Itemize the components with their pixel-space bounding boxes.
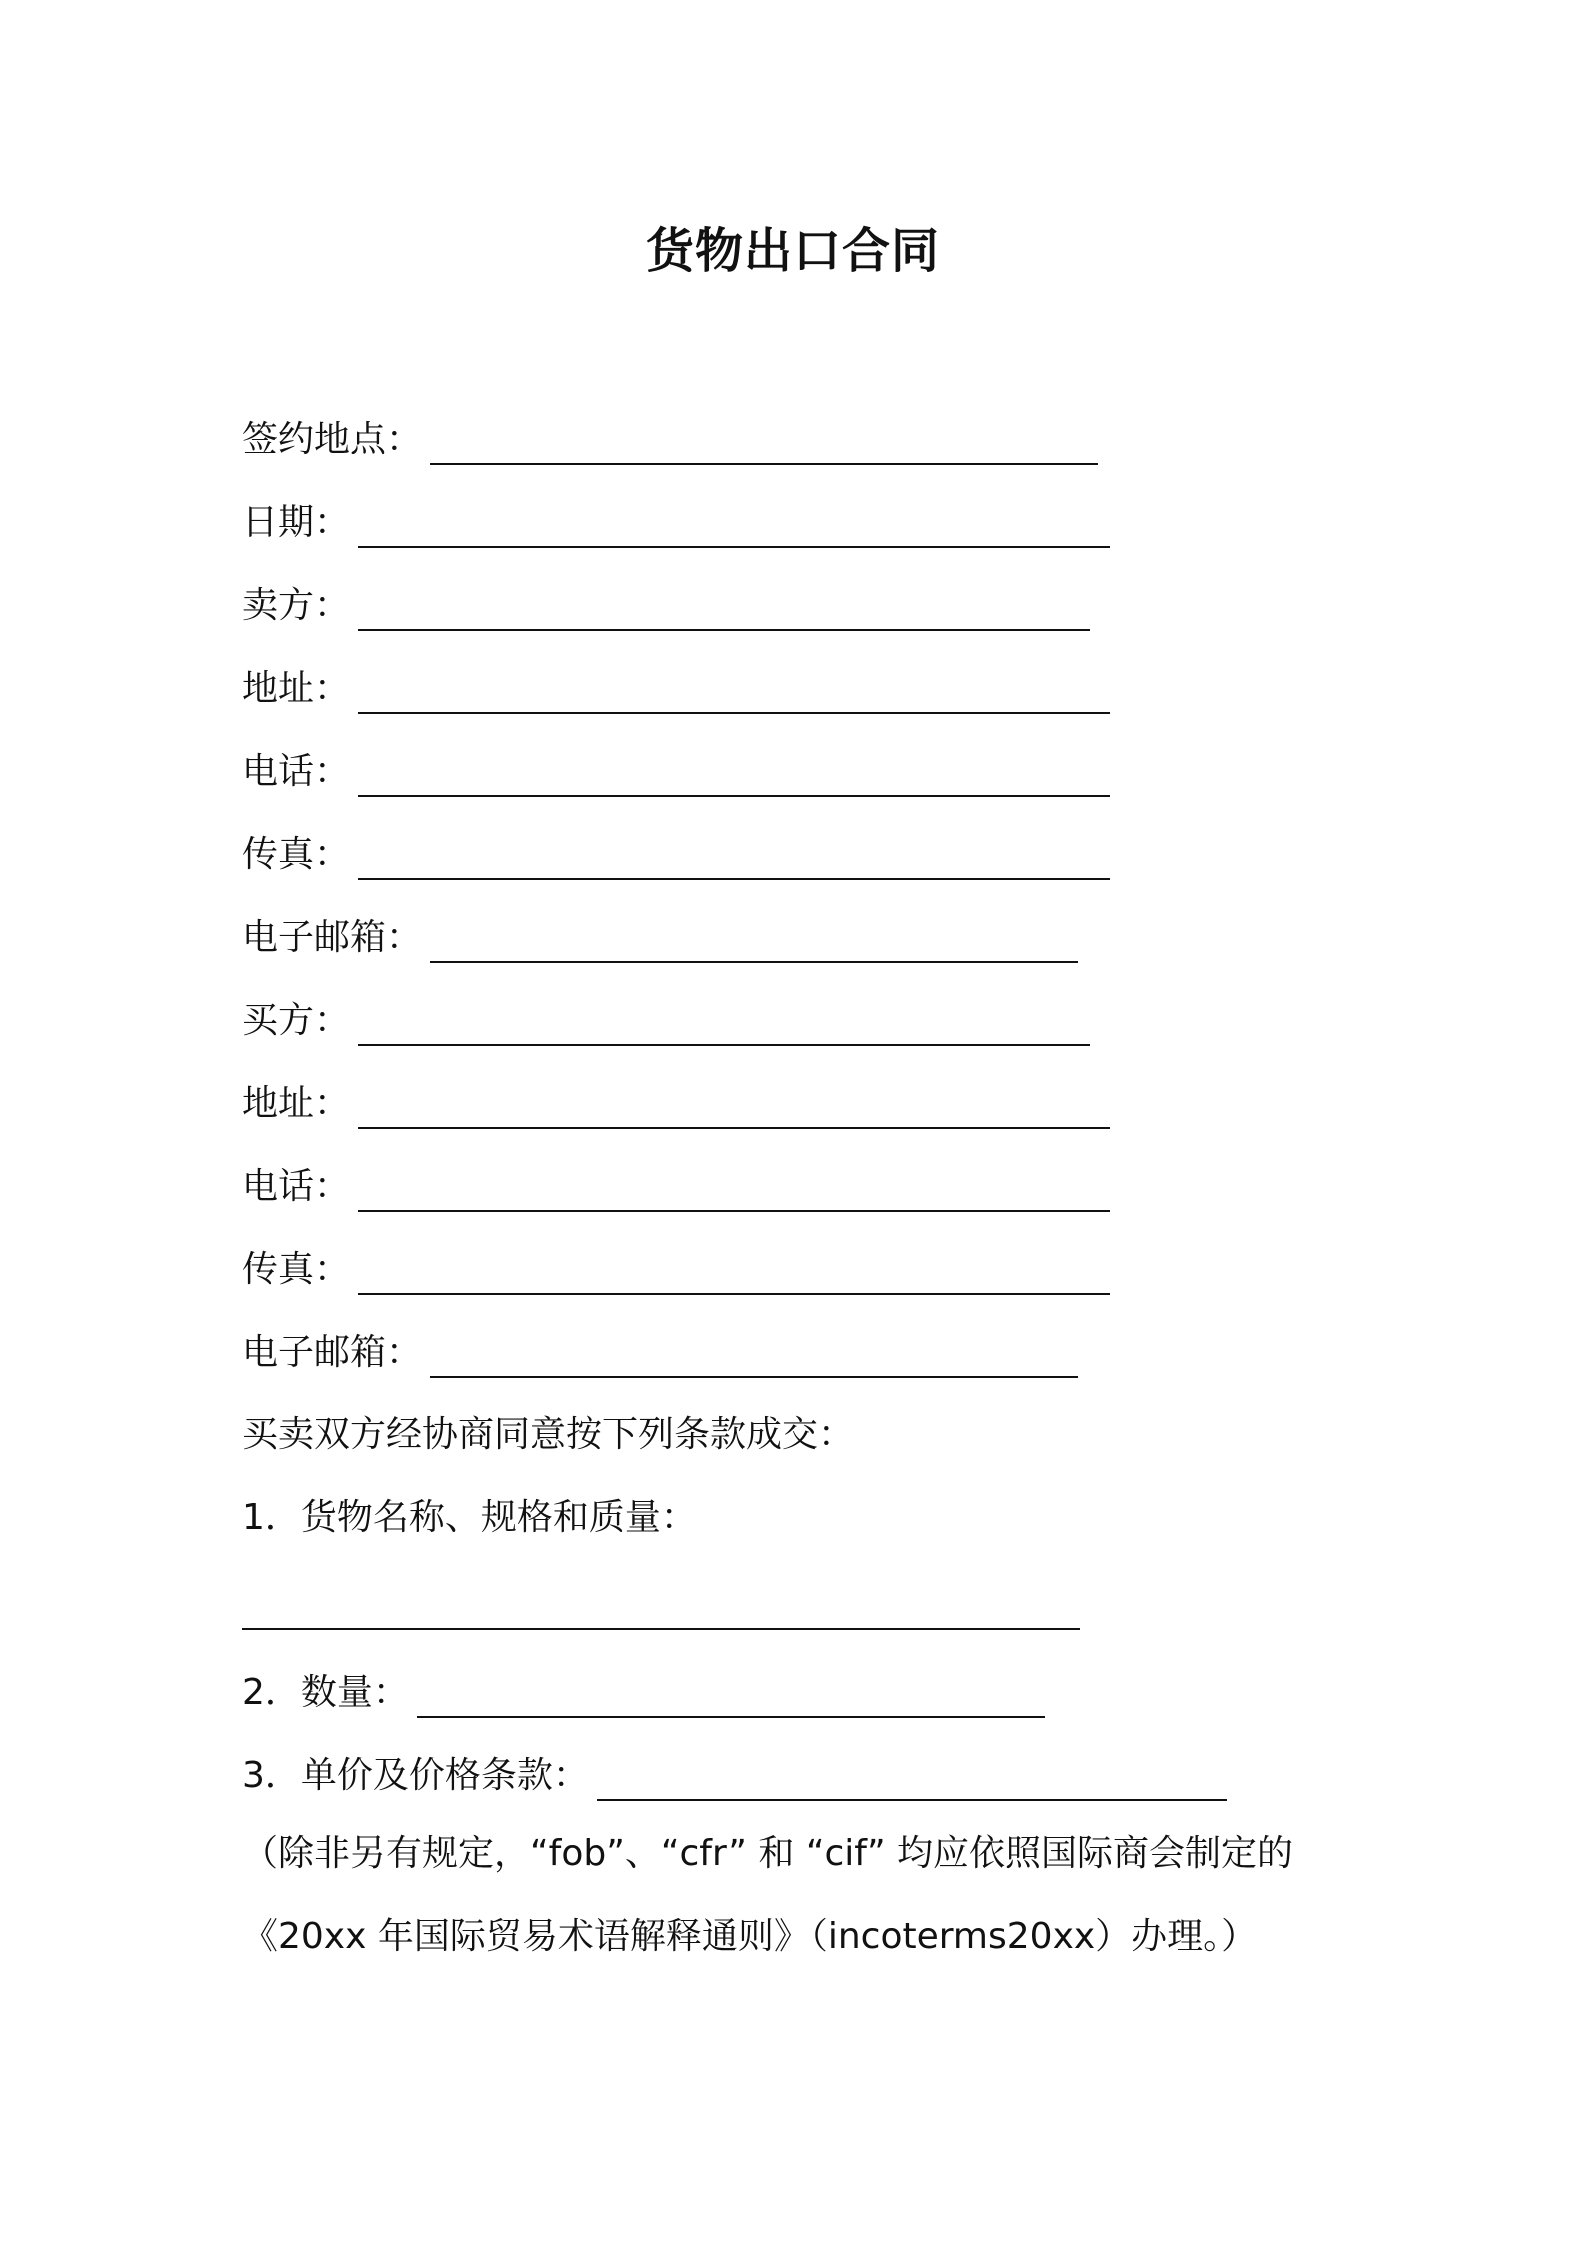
buyer-phone-label: 电话： <box>242 1166 351 1207</box>
seller-label: 卖方： <box>242 585 351 626</box>
buyer-address-label: 地址： <box>242 1083 351 1124</box>
buyer-phone-blank[interactable] <box>358 1172 1110 1212</box>
buyer-address-row <box>242 1079 1110 1129</box>
buyer-blank[interactable] <box>358 1006 1090 1046</box>
seller-fax-row <box>242 830 1110 880</box>
clause-3-row <box>242 1751 1227 1801</box>
buyer-email-row <box>242 1328 1078 1378</box>
signing-place-label: 签约地点： <box>242 419 423 460</box>
seller-fax-label: 传真： <box>242 834 351 875</box>
clause-1-label: 1．货物名称、规格和质量： <box>242 1497 697 1538</box>
buyer-email-blank[interactable] <box>430 1338 1078 1378</box>
clause-3-label: 3．单价及价格条款： <box>242 1755 589 1796</box>
seller-phone-blank[interactable] <box>358 757 1110 797</box>
buyer-email-label: 电子邮箱： <box>242 1332 423 1373</box>
seller-email-blank[interactable] <box>430 923 1078 963</box>
seller-phone-label: 电话： <box>242 751 351 792</box>
seller-blank[interactable] <box>358 591 1090 631</box>
seller-row <box>242 581 1090 631</box>
clause-1-blank[interactable] <box>242 1628 1080 1630</box>
page-title: 货物出口合同 <box>645 223 940 279</box>
incoterms-note-line-1: （除非另有规定，“fob”、“cfr” 和 “cif” 均应依照国际商会制定的 <box>242 1833 1294 1874</box>
clause-3-blank[interactable] <box>597 1761 1227 1801</box>
seller-fax-blank[interactable] <box>358 840 1110 880</box>
seller-email-label: 电子邮箱： <box>242 917 423 958</box>
date-label: 日期： <box>242 502 351 543</box>
signing-place-blank[interactable] <box>430 425 1098 465</box>
agreement-intro: 买卖双方经协商同意按下列条款成交： <box>242 1414 855 1455</box>
seller-address-label: 地址： <box>242 668 351 709</box>
buyer-fax-row <box>242 1245 1110 1295</box>
seller-email-row <box>242 913 1078 963</box>
buyer-row <box>242 996 1090 1046</box>
clause-2-blank[interactable] <box>417 1678 1045 1718</box>
clause-2-label: 2．数量： <box>242 1672 409 1713</box>
seller-address-row <box>242 664 1110 714</box>
buyer-address-blank[interactable] <box>358 1089 1110 1129</box>
buyer-fax-label: 传真： <box>242 1249 351 1290</box>
incoterms-note-line-2: 《20xx 年国际贸易术语解释通则》（incoterms20xx）办理。） <box>242 1916 1258 1957</box>
seller-address-blank[interactable] <box>358 674 1110 714</box>
buyer-fax-blank[interactable] <box>358 1255 1110 1295</box>
buyer-label: 买方： <box>242 1000 351 1041</box>
buyer-phone-row <box>242 1162 1110 1212</box>
seller-phone-row <box>242 747 1110 797</box>
date-blank[interactable] <box>358 508 1110 548</box>
clause-2-row <box>242 1668 1045 1718</box>
signing-place-row <box>242 415 1098 465</box>
date-row <box>242 498 1110 548</box>
